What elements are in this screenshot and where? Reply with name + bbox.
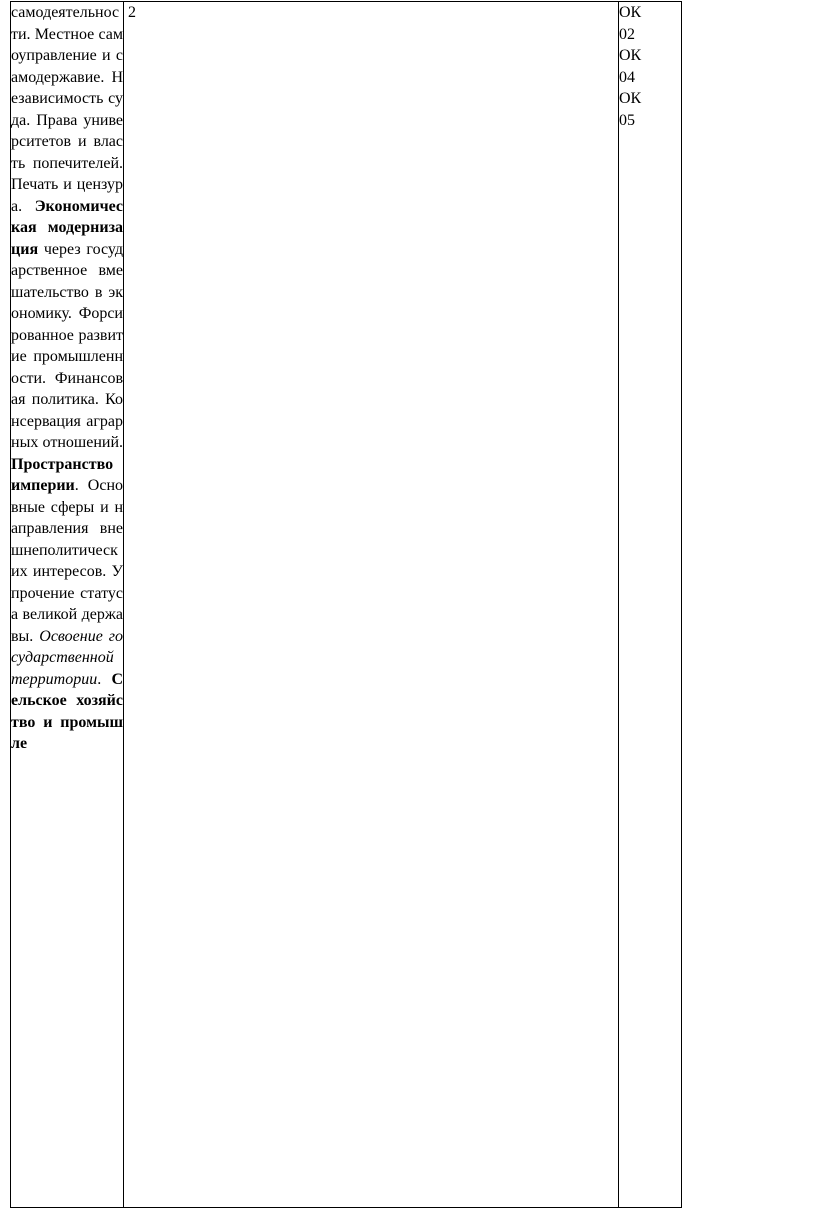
- competency-codes: [619, 2, 681, 131]
- topic-content-text: [11, 2, 123, 755]
- bold-heading-economic-modernization: Экономическая модернизация: [11, 197, 123, 258]
- competency-code: 04: [619, 68, 635, 86]
- text-segment: через государственное вмешательство в экономику. Форсированное развитие промышленности. Финансовая политика. Консервация аграрных отношений.: [11, 240, 123, 451]
- competency-code: 02: [619, 25, 635, 43]
- competency-code: ОК: [619, 47, 642, 64]
- competency-code: ОК: [619, 4, 642, 21]
- hours-cell: [124, 2, 619, 1208]
- document-table: [10, 1, 682, 1208]
- competency-codes-cell: [619, 2, 682, 1208]
- hours-value: 2: [128, 4, 136, 21]
- text-segment: .: [97, 670, 112, 688]
- text-segment: самодеятельности. Местное самоуправление и самодержавие. Независимость суда. Права университетов и власть попечителей. Печать и цензура.: [11, 4, 123, 215]
- competency-code: ОК: [619, 90, 642, 107]
- text-segment: . Основные сферы и направления внешнеполитических интересов. Упрочение статуса великой державы.: [11, 477, 123, 645]
- topic-content-cell: [11, 2, 124, 1208]
- competency-code: 05: [619, 111, 635, 129]
- table-row: [11, 2, 682, 1208]
- bold-heading-empire-space: Пространство империи: [11, 455, 114, 494]
- italic-territory-development: Освоение государственной территории: [11, 627, 123, 688]
- bold-heading-agriculture-industry: Сельское хозяйство и промышле: [11, 670, 123, 752]
